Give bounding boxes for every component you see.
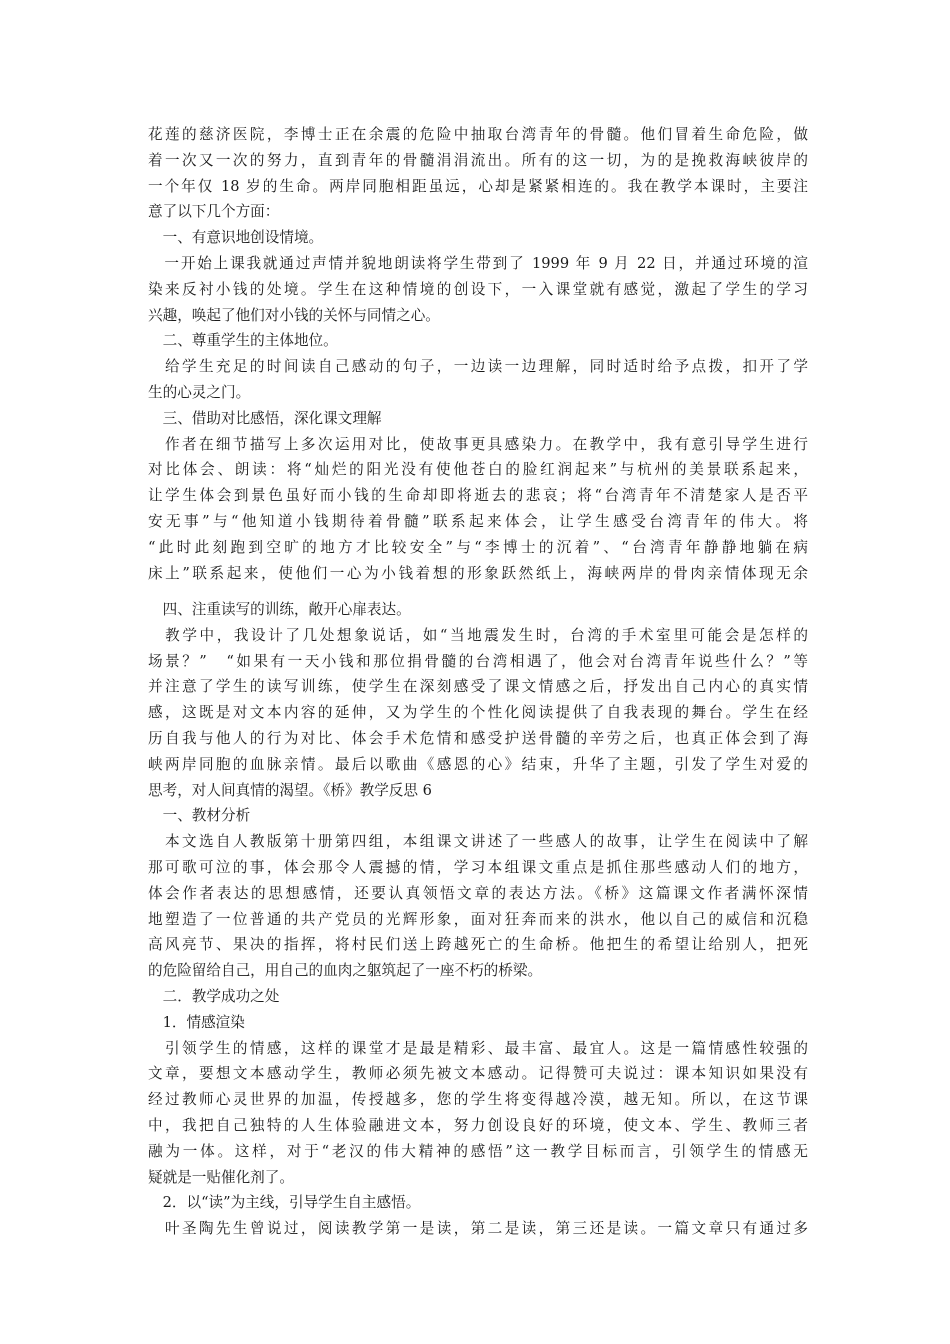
paragraph-line: 一个年仅 18 岁的生命。两岸同胞相距虽远，心却是紧紧相连的。我在教学本课时，主要注 (148, 177, 808, 195)
paragraph-line: 对比体会、朗读：将“灿烂的阳光没有使他苍白的脸红润起来”与杭州的美景联系起来， (148, 461, 808, 479)
paragraph-line: “此时此刻跑到空旷的地方才比较安全”与“李博士的沉着”、“台湾青年静静地躺在病 (148, 538, 808, 556)
paragraph-line: 让学生体会到景色虽好而小钱的生命却即将逝去的悲哀；将“台湾青年不清楚家人是否平 (148, 487, 808, 505)
section-heading: 一、教材分析 (148, 807, 251, 825)
section-heading: 四、注重读写的训练，敞开心扉表达。 (148, 601, 411, 618)
paragraph-line: 高风亮节、果决的指挥，将村民们送上跨越死亡的生命桥。他把生的希望让给别人，把死 (148, 936, 808, 954)
paragraph-line: 融为一体。这样，对于“老汉的伟大精神的感悟”这一教学目标而言，引领学生的情感无 (148, 1142, 808, 1160)
paragraph-line: 感，这既是对文本内容的延伸，又为学生的个性化阅读提供了自我表现的舞台。学生在经 (148, 704, 808, 722)
paragraph-line: 那可歌可泣的事，体会那令人震撼的情，学习本组课文重点是抓住那些感动人们的地方， (148, 858, 808, 876)
paragraph-line: 地塑造了一位普通的共产党员的光辉形象，面对狂奔而来的洪水，他以自己的威信和沉稳 (148, 910, 808, 928)
paragraph-line: 文章，要想文本感动学生，教师必须先被文本感动。记得赞可夫说过：课本知识如果没有 (148, 1065, 808, 1083)
paragraph-line: 兴趣，唤起了他们对小钱的关怀与同情之心。 (148, 306, 440, 324)
paragraph-line: 峡两岸同胞的血脉亲情。最后以歌曲《感恩的心》结束，升华了主题，引发了学生对爱的 (148, 755, 808, 773)
paragraph-line: 场景？” “如果有一天小钱和那位捐骨髓的台湾相遇了，他会对台湾青年说些什么？”等 (148, 652, 808, 670)
paragraph-line: 思考，对人间真情的渴望。《桥》教学反思 6 (148, 781, 432, 799)
paragraph-line: 历自我与他人的行为对比、体会手术危情和感受护送骨髓的辛劳之后，也真正体会到了海 (148, 729, 808, 747)
paragraph-line: 花莲的慈济医院，李博士正在余震的危险中抽取台湾青年的骨髓。他们冒着生命危险，做 (148, 126, 808, 143)
paragraph-line: 经过教师心灵世界的加温，传授越多，您的学生将变得越冷漠，越无知。所以，在这节课 (148, 1091, 808, 1109)
paragraph-line: 本文选自人教版第十册第四组，本组课文讲述了一些感人的故事，让学生在阅读中了解 (148, 833, 808, 851)
paragraph-line: 安无事”与“他知道小钱期待着骨髓”联系起来体会，让学生感受台湾青年的伟大。将 (148, 512, 808, 530)
subsection-heading: 1．情感渲染 (148, 1013, 245, 1031)
text-block-1 (148, 122, 808, 586)
paragraph-line: 疑就是一贴催化剂了。 (148, 1168, 294, 1186)
section-heading: 二、尊重学生的主体地位。 (148, 332, 338, 350)
paragraph-line: 的危险留给自己，用自己的血肉之躯筑起了一座不朽的桥梁。 (148, 962, 543, 980)
paragraph-line: 一开始上课我就通过声情并貌地朗读将学生带到了 1999 年 9 月 22 日，并通过环境的渲 (148, 254, 808, 272)
subsection-heading: 2．以“读”为主线，引导学生自主感悟。 (148, 1194, 421, 1212)
paragraph-line: 作者在细节描写上多次运用对比，使故事更具感染力。在教学中，我有意引导学生进行 (148, 435, 808, 453)
paragraph-line: 意了以下几个方面： (148, 203, 280, 221)
paragraph-line: 体会作者表达的思想感情，还要认真领悟文章的表达方法。《桥》这篇课文作者满怀深情 (148, 884, 808, 902)
section-heading: 二．教学成功之处 (148, 987, 280, 1005)
paragraph-line: 生的心灵之门。 (148, 383, 251, 401)
paragraph-line: 中，我把自己独特的人生体验融进文本，努力创设良好的环境，使文本、学生、教师三者 (148, 1116, 808, 1134)
section-heading: 一、有意识地创设情境。 (148, 229, 324, 247)
text-block-2 (148, 597, 808, 1242)
paragraph-line: 并注意了学生的读写训练，使学生在深刻感受了课文情感之后，抒发出自己内心的真实情 (148, 678, 808, 696)
paragraph-line: 着一次又一次的努力，直到青年的骨髓涓涓流出。所有的这一切，为的是挽救海峡彼岸的 (148, 151, 808, 169)
paragraph-line: 教学中，我设计了几处想象说话，如“当地震发生时，台湾的手术室里可能会是怎样的 (148, 626, 808, 644)
paragraph-line: 给学生充足的时间读自己感动的句子，一边读一边理解，同时适时给予点拨，扣开了学 (148, 358, 808, 376)
paragraph-line: 床上”联系起来，使他们一心为小钱着想的形象跃然纸上，海峡两岸的骨肉亲情体现无余 (148, 564, 808, 582)
paragraph-line: 染来反衬小钱的处境。学生在这种情境的创设下，一入课堂就有感觉，激起了学生的学习 (148, 280, 808, 298)
paragraph-line: 引领学生的情感，这样的课堂才是最是精彩、最丰富、最宜人。这是一篇情感性较强的 (148, 1039, 808, 1057)
section-heading: 三、借助对比感悟，深化课文理解 (148, 409, 382, 427)
paragraph-line: 叶圣陶先生曾说过，阅读教学第一是读，第二是读，第三还是读。一篇文章只有通过多 (148, 1220, 808, 1238)
